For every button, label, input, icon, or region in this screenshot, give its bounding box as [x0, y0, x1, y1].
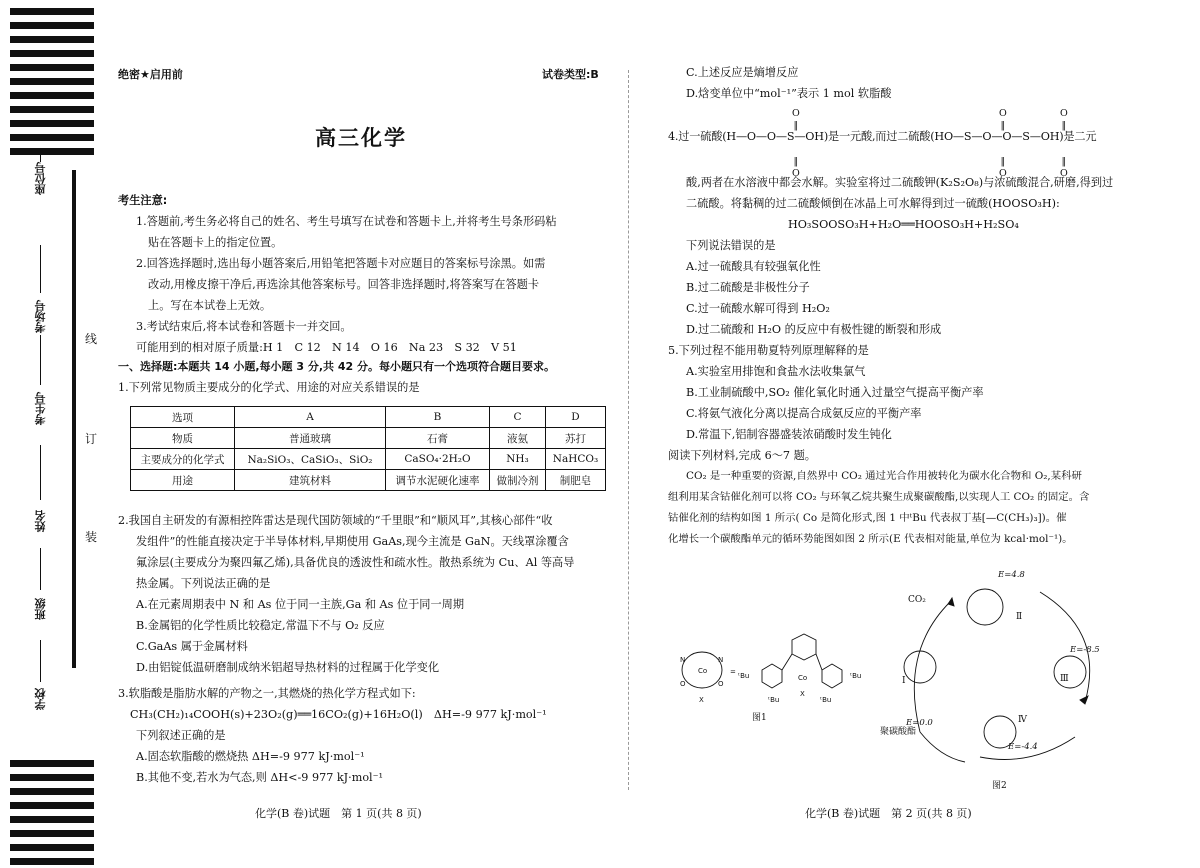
svg-text:ᵗBu: ᵗBu — [768, 696, 780, 704]
option: C.将氨气液化分离以提高合成氨反应的平衡产率 — [686, 407, 922, 420]
binding-stripe — [10, 78, 94, 85]
option: B.金属铝的化学性质比较稳定,常温下不与 O₂ 反应 — [136, 619, 385, 632]
option: D.常温下,铝制容器盛装浓硝酸时发生钝化 — [686, 428, 892, 441]
page-2-footer: 化学(B 卷)试题 第 2 页(共 8 页) — [805, 807, 972, 820]
structural-oxygen-marks: O ‖ ‖ O — [1060, 108, 1068, 179]
question-2-line: 2.我国自主研发的有源相控阵雷达是现代国防领域的“千里眼”和“顺风耳”,其核心部件“收 — [118, 514, 553, 527]
binding-stripe — [10, 22, 94, 29]
cut-word-line: 线 — [85, 332, 98, 346]
table-cell: 石膏 — [385, 428, 489, 449]
table-cell: CaSO₄·2H₂O — [385, 449, 489, 470]
figure-2-label: 图2 — [992, 781, 1007, 791]
table-cell: 调节水泥硬化速率 — [385, 470, 489, 491]
option: C.GaAs 属于金属材料 — [136, 640, 248, 653]
structural-oxygen-marks: O ‖ ‖ O — [999, 108, 1007, 179]
name-line — [40, 445, 41, 500]
binding-stripe — [10, 858, 94, 865]
question-4-line: 下列说法错误的是 — [686, 239, 776, 252]
page-1-footer: 化学(B 卷)试题 第 1 页(共 8 页) — [255, 807, 422, 820]
option: C.上述反应是熵增反应 — [686, 66, 799, 79]
svg-text:O: O — [680, 680, 686, 688]
table-cell: 物质 — [131, 428, 235, 449]
notice-line: 1.答题前,考生务必将自己的姓名、考生号填写在试卷和答题卡上,并将考生号条形码粘 — [136, 215, 557, 228]
question-4-line: 酸,两者在水溶液中都会水解。实验室将过二硫酸钾(K₂S₂O₈)与浓硫酸混合,研磨,得到过 — [686, 176, 1114, 189]
table-cell: Na₂SiO₃、CaSiO₃、SiO₂ — [235, 449, 386, 470]
notice-line: 贴在答题卡上的指定位置。 — [148, 236, 283, 249]
hydrolysis-equation: HO₃SOOSO₃H+H₂O══HOOSO₃H+H₂SO₄ — [788, 218, 1019, 231]
binding-stripe — [10, 816, 94, 823]
material-line: 化增长一个碳酸酯单元的循环势能图如图 2 所示(E 代表相对能量,单位为 kcal·mol⁻¹)。 — [668, 533, 1073, 545]
option: A.过一硫酸具有较强氧化性 — [686, 260, 821, 273]
cut-word-bind: 订 — [85, 432, 98, 446]
svg-text:O: O — [718, 680, 724, 688]
option: A.实验室用排饱和食盐水法收集氯气 — [686, 365, 866, 378]
table-cell: A — [235, 407, 386, 428]
notice-line: 2.回答选择题时,选出每小题答案后,用铅笔把答题卡对应题目的答案标号涂黑。如需 — [136, 257, 546, 270]
paper-type: 试卷类型:B — [542, 68, 599, 81]
question-2-line: 氟涂层(主要成分为聚四氟乙烯),具备优良的透波性和疏水性。散热系统为 Cu、Al 等高导 — [136, 556, 575, 569]
material-line: 组利用某含钴催化剂可以将 CO₂ 与环氧乙烷共聚生成聚碳酸酯,以实现人工 CO₂ 的固定。含 — [668, 491, 1090, 503]
binding-stripe — [10, 64, 94, 71]
confidential-mark: 绝密★启用前 — [118, 68, 183, 81]
question-1: 1.下列常见物质主要成分的化学式、用途的对应关系错误的是 — [118, 381, 420, 394]
binding-stripe — [10, 50, 94, 57]
binding-stripe — [10, 92, 94, 99]
svg-text:=: = — [730, 668, 736, 676]
energy-label: E=0.0 — [906, 718, 933, 728]
table-cell: 用途 — [131, 470, 235, 491]
class-line — [40, 548, 41, 590]
table-cell: 液氨 — [489, 428, 545, 449]
table-cell: D — [545, 407, 605, 428]
page-divider — [628, 70, 629, 790]
question-4-line: 4.过一硫酸(H—O—O—S—OH)是一元酸,而过二硫酸(HO—S—O—O—S—OH)是二元 — [668, 130, 1097, 143]
svg-text:N: N — [680, 656, 686, 664]
product-label: 聚碳酸酯 — [880, 727, 917, 737]
svg-text:N: N — [718, 656, 724, 664]
option: C.过一硫酸水解可得到 H₂O₂ — [686, 302, 830, 315]
binding-stripe — [10, 8, 94, 15]
school-label: 学校 — [34, 688, 47, 710]
thermochemical-equation: CH₃(CH₂)₁₄COOH(s)+23O₂(g)══16CO₂(g)+16H₂O(l) ΔH=-9 977 kJ·mol⁻¹ — [130, 708, 547, 721]
energy-label: E=4.8 — [998, 570, 1025, 580]
option: B.过二硫酸是非极性分子 — [686, 281, 810, 294]
svg-text:ᵗBu: ᵗBu — [738, 672, 750, 680]
notice-heading: 考生注意: — [118, 194, 168, 207]
option: B.工业制硫酸中,SO₂ 催化氧化时通入过量空气提高平衡产率 — [686, 386, 984, 399]
section-heading: 一、选择题:本题共 14 小题,每小题 3 分,共 42 分。每小题只有一个选项符合题目要求。 — [118, 360, 556, 373]
energy-label: E=-4.4 — [1008, 742, 1038, 752]
binding-stripe — [10, 802, 94, 809]
table-cell: NH₃ — [489, 449, 545, 470]
binding-stripe — [10, 830, 94, 837]
name-label: 姓名 — [34, 510, 47, 532]
page-title: 高三化学 — [315, 126, 407, 150]
question-2-line: 热金属。下列说法正确的是 — [136, 577, 271, 590]
material-line: CO₂ 是一种重要的资源,自然界中 CO₂ 通过光合作用被转化为碳水化合物和 O₂,某科研 — [686, 470, 1082, 482]
intermediate-label: Ⅲ — [1060, 674, 1069, 684]
binding-margin — [0, 0, 96, 868]
class-label: 班级 — [34, 598, 47, 620]
svg-text:ᵗBu: ᵗBu — [820, 696, 832, 704]
binding-stripe — [10, 148, 94, 155]
binding-stripe — [10, 120, 94, 127]
intermediate-label: Ⅳ — [1018, 715, 1027, 725]
binding-stripe — [10, 788, 94, 795]
co2-label: CO₂ — [908, 595, 926, 605]
svg-text:X: X — [800, 690, 805, 698]
exam-room-label: 考场号 — [34, 300, 47, 333]
svg-text:ᵗBu: ᵗBu — [850, 672, 862, 680]
figure-1-catalyst-structure — [672, 630, 882, 730]
option: A.在元素周期表中 N 和 As 位于同一主族,Ga 和 As 位于同一周期 — [136, 598, 465, 611]
table-cell: 普通玻璃 — [235, 428, 386, 449]
structural-oxygen-marks: O ‖ ‖ O — [792, 108, 800, 179]
candidate-number-line — [40, 335, 41, 385]
table-cell: 选项 — [131, 407, 235, 428]
atomic-mass-line: 可能用到的相对原子质量:H 1 C 12 N 14 O 16 Na 23 S 32 V 51 — [136, 341, 517, 354]
binding-stripe — [10, 134, 94, 141]
seat-number-line — [40, 150, 41, 162]
binding-stripe — [10, 36, 94, 43]
school-line — [40, 640, 41, 682]
table-cell: 制肥皂 — [545, 470, 605, 491]
table-cell: B — [385, 407, 489, 428]
cut-word-pack: 装 — [85, 530, 98, 544]
notice-line: 改动,用橡皮擦干净后,再选涂其他答案标号。回答非选择题时,将答案写在答题卡 — [148, 278, 540, 291]
table-cell: 建筑材料 — [235, 470, 386, 491]
binding-stripe — [10, 774, 94, 781]
option: B.其他不变,若水为气态,则 ΔH<-9 977 kJ·mol⁻¹ — [136, 771, 384, 784]
binding-stripe — [10, 106, 94, 113]
binding-bar — [72, 170, 76, 668]
question-3-line: 3.软脂酸是脂肪水解的产物之一,其燃烧的热化学方程式如下: — [118, 687, 416, 700]
question-5: 5.下列过程不能用勒夏特列原理解释的是 — [668, 344, 869, 357]
material-intro: 阅读下列材料,完成 6～7 题。 — [668, 449, 816, 462]
material-line: 钴催化剂的结构如图 1 所示( Co 是简化形式,图 1 中ᵗBu 代表叔丁基[—C(CH₃)₃])。催 — [668, 512, 1067, 524]
notice-line: 3.考试结束后,将本试卷和答题卡一并交回。 — [136, 320, 352, 333]
table-cell: NaHCO₃ — [545, 449, 605, 470]
question-4-line: 二硫酸。将黏稠的过二硫酸倾倒在冰晶上可水解得到过一硫酸(HOOSO₃H): — [686, 197, 1060, 210]
energy-label: E=-8.5 — [1070, 645, 1100, 655]
svg-text:Co: Co — [698, 667, 708, 675]
question-1-table — [130, 406, 606, 491]
table-cell: 主要成分的化学式 — [131, 449, 235, 470]
notice-line: 上。写在本试卷上无效。 — [148, 299, 272, 312]
option: D.过二硫酸和 H₂O 的反应中有极性键的断裂和形成 — [686, 323, 942, 336]
exam-room-line — [40, 245, 41, 293]
option: A.固态软脂酸的燃烧热 ΔH=-9 977 kJ·mol⁻¹ — [136, 750, 365, 763]
seat-number-label: 座位号 — [34, 162, 47, 195]
binding-stripe — [10, 760, 94, 767]
binding-stripe — [10, 844, 94, 851]
table-cell: C — [489, 407, 545, 428]
svg-text:X: X — [699, 696, 704, 704]
candidate-number-label: 考生号 — [34, 392, 47, 425]
option: D.由铝锭低温研磨制成纳米铝超导热材料的过程属于化学变化 — [136, 661, 440, 674]
question-3-line: 下列叙述正确的是 — [136, 729, 226, 742]
question-2-line: 发组件”的性能直接决定于半导体材料,早期使用 GaAs,现今主流是 GaN。天线罩涂覆含 — [136, 535, 569, 548]
figure-1-label: 图1 — [752, 713, 767, 723]
table-cell: 做制冷剂 — [489, 470, 545, 491]
intermediate-label: Ⅰ — [902, 676, 906, 686]
table-cell: 苏打 — [545, 428, 605, 449]
intermediate-label: Ⅱ — [1016, 612, 1023, 622]
option: D.焓变单位中“mol⁻¹”表示 1 mol 软脂酸 — [686, 87, 892, 100]
svg-text:Co: Co — [798, 674, 808, 682]
